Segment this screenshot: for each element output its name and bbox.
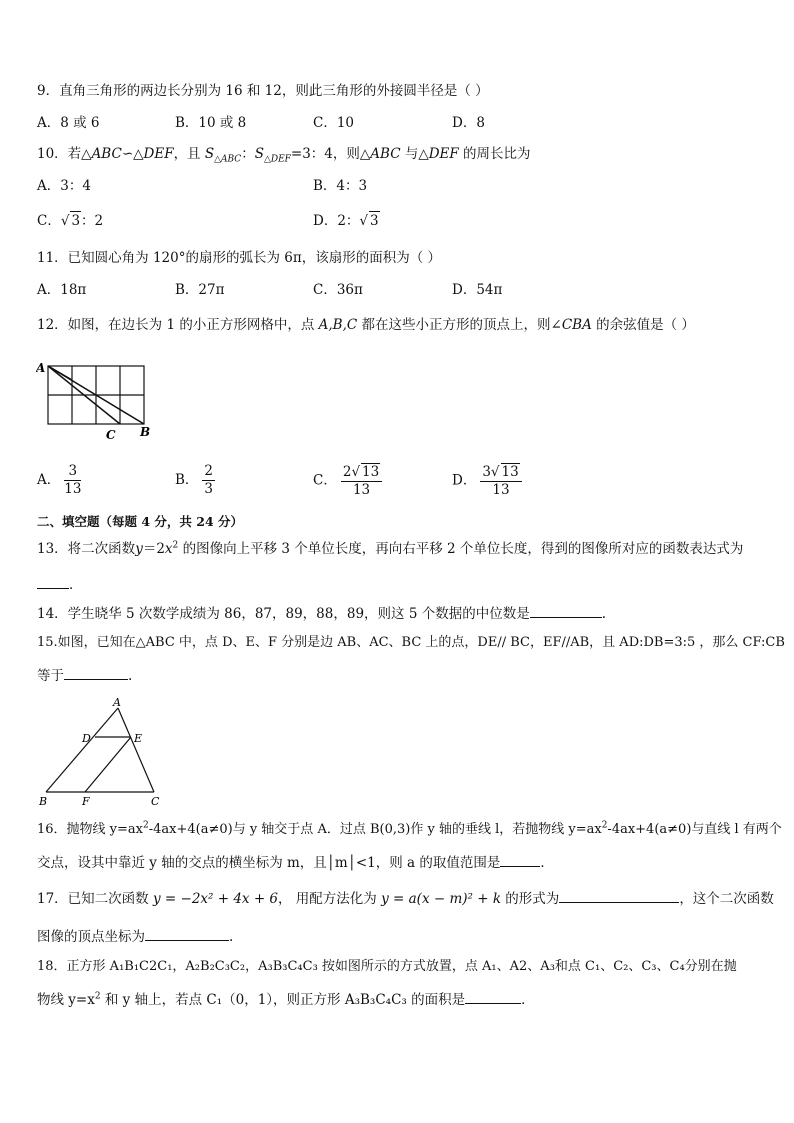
- q9-option-b: B．10 或 8: [175, 115, 247, 131]
- q9-stem: 9．直角三角形的两边长分别为 16 和 12，则此三角形的外接圆半径是（ ）: [37, 83, 489, 99]
- q11-option-a: A．18π: [37, 282, 87, 298]
- q14-stem: 14．学生晓华 5 次数学成绩为 86，87，89，88，89，则这 5 个数据的中位数是 .: [37, 603, 606, 623]
- q18-answer-blank[interactable]: [465, 989, 521, 1004]
- label-a: A: [36, 361, 46, 375]
- q12-option-d: D． $\frac{3√ 13}{13}$: [452, 463, 526, 499]
- label-e: E: [134, 732, 143, 745]
- q18-stem: 18．正方形 A₁B₁C2C₁，A₂B₂C₃C₂，A₃B₃C₄C₃ 按如图所示的方式放置，点 A₁、A2、A₃和点 C₁、C₂、C₃、C₄分别在抛: [37, 959, 737, 974]
- q15-line2: 等于 .: [37, 665, 132, 685]
- label-b: B: [140, 425, 151, 439]
- q12-grid-figure: [36, 360, 156, 442]
- label-b: B: [39, 795, 48, 808]
- q12-option-a: A． $\frac{3}{13}$: [37, 463, 82, 497]
- label-a: A: [113, 696, 121, 709]
- q14-answer-blank[interactable]: [530, 603, 602, 618]
- q12-option-c: C． $\frac{2√ 13}{13}$: [313, 463, 386, 499]
- q16-stem: 16．抛物线 $y=ax^2-4ax+4(a\ne 0)$与 y 轴交于点 A．过点 B(0,3)作 y 轴的垂线 l，若抛物线 $y=ax^2-4ax+4(a\ne 0)$与直线 l 有两个: [37, 820, 782, 837]
- q17-answer-blank-2[interactable]: [145, 926, 229, 941]
- q16-answer-blank[interactable]: [500, 852, 540, 867]
- q13-answer-blank[interactable]: [37, 574, 69, 589]
- q16-line2: 交点，设其中靠近 y 轴的交点的横坐标为 m，且│m│<1，则 a 的取值范围是 ．: [37, 852, 554, 872]
- q15-stem: 15.如图，已知在△ABC 中，点 D、E、F 分别是边 AB、AC、BC 上的点，DE// BC，EF//AB，且 AD:DB=3:5 ，那么 CF:CB: [37, 635, 785, 650]
- q17-stem: 17．已知二次函数 y = −2x² + 4x + 6， 用配方法化为 y = a(x − m)² + k 的形式为 ，这个二次函数: [37, 888, 774, 908]
- side-ab: [46, 708, 118, 792]
- q10-option-c: C．√ 3：2: [37, 213, 104, 229]
- q10-option-b: B．4：3: [313, 178, 368, 194]
- segment-ef: [85, 737, 131, 792]
- label-d: D: [82, 732, 91, 745]
- q15-triangle-figure: [36, 696, 168, 808]
- side-ac: [118, 708, 154, 792]
- q15-answer-blank[interactable]: [64, 665, 128, 680]
- label-f: F: [82, 795, 90, 808]
- q12-option-b: B． $\frac{2}{3}$: [175, 463, 214, 497]
- q12-stem: 12．如图，在边长为 1 的小正方形网格中，点 A,B,C 都在这些小正方形的顶点上，则∠CBA 的余弦值是（ ）: [37, 317, 695, 333]
- q9-option-a: A．8 或 6: [37, 115, 100, 131]
- label-c: C: [151, 795, 160, 808]
- q10-option-d: D．2：√ 3: [313, 213, 379, 229]
- q18-line2: 物线 $y=x^2$ 和 y 轴上，若点 C₁（0，1），则正方形 A₃B₃C₄C₃ 的面积是 ．: [37, 989, 535, 1009]
- q17-line2: 图像的顶点坐标为 .: [37, 926, 233, 946]
- q10-option-a: A．3：4: [37, 178, 91, 194]
- q11-option-d: D．54π: [452, 282, 503, 298]
- q9-option-d: D．8: [452, 115, 485, 131]
- q11-option-b: B．27π: [175, 282, 225, 298]
- q11-option-c: C．36π: [313, 282, 363, 298]
- q17-answer-blank-1[interactable]: [559, 888, 679, 903]
- q13-answer-line: ．: [37, 574, 83, 594]
- section-title: 二、填空题（每题 4 分，共 24 分）: [37, 514, 244, 529]
- q10-stem: 10．若△ABC∽△DEF，且 $S_{\triangle ABC}$：$S_{\triangle DEF}=3$：4，则△ABC 与△DEF 的周长比为: [37, 146, 531, 165]
- label-c: C: [106, 428, 116, 442]
- segment-a-diag: [48, 366, 72, 380]
- q11-stem: 11．已知圆心角为 120°的扇形的弧长为 6π，该扇形的面积为（ ）: [37, 250, 442, 266]
- q9-option-c: C．10: [313, 115, 355, 131]
- q13-stem: 13．将二次函数$y=2x^2$ 的图像向上平移 3 个单位长度，再向右平移 2 个单位长度，得到的图像所对应的函数表达式为: [37, 540, 744, 557]
